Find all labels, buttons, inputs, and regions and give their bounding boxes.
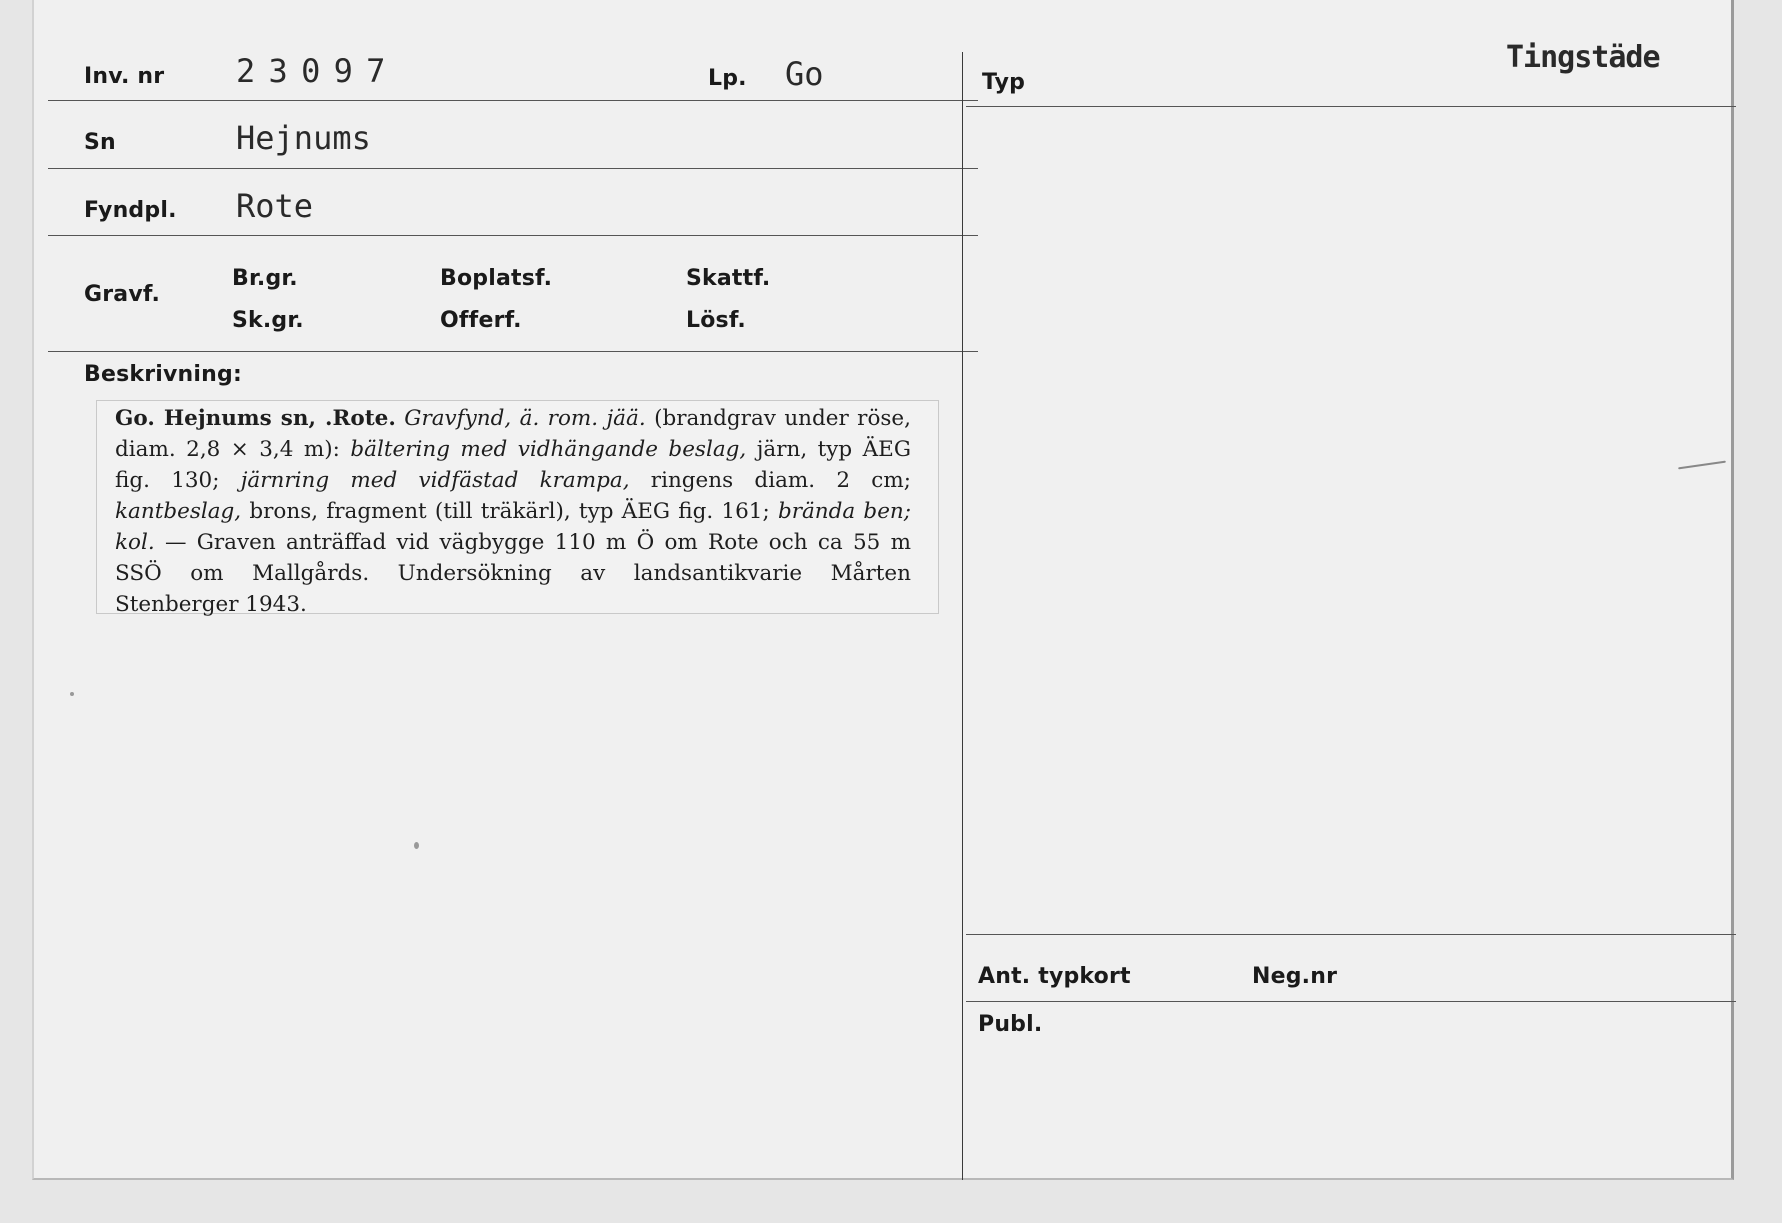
description-segment: ringens diam. 2 cm; (650, 468, 911, 493)
description-segment: brons, fragment (till träkärl), typ ÄEG fig. 161; (249, 499, 770, 524)
catalog-card (32, 0, 1734, 1180)
description-segment: (brandgrav under röse, diam. 2,8 × 3,4 m): (115, 406, 911, 462)
brgr-label: Br.gr. (232, 266, 298, 291)
fyndpl-label: Fyndpl. (84, 198, 177, 223)
offerf-label: Offerf. (440, 308, 522, 333)
rule-gravf (48, 351, 978, 352)
ant-typkort-label: Ant. typkort (978, 964, 1131, 989)
rule-inv (48, 100, 978, 101)
neg-nr-label: Neg.nr (1252, 964, 1338, 989)
description-place: Go. Hejnums sn, .Rote. (115, 406, 396, 431)
rule-typkort-bottom (966, 1001, 1736, 1002)
dust-speck (414, 842, 419, 849)
skgr-label: Sk.gr. (232, 308, 304, 333)
description-object: järnring med vidfästad krampa, (240, 468, 630, 493)
description-text (115, 403, 911, 620)
description-clipping (96, 400, 939, 617)
skattf-label: Skattf. (686, 266, 771, 291)
rule-typ (966, 106, 1736, 107)
description-find-type: Gravfynd, ä. rom. jää. (404, 406, 646, 431)
rule-typkort-top (966, 934, 1736, 935)
lp-label: Lp. (708, 66, 747, 91)
sn-label: Sn (84, 130, 116, 155)
beskrivning-label: Beskrivning: (84, 362, 242, 387)
dust-speck (70, 692, 74, 696)
column-divider (962, 52, 963, 1180)
sn-value: Hejnums (236, 119, 371, 157)
description-object: kantbeslag, (115, 499, 242, 524)
inv-value: 2 3 0 9 7 (236, 52, 383, 90)
publ-label: Publ. (978, 1012, 1043, 1037)
description-object: brända ben; kol. (115, 499, 912, 555)
typ-label: Typ (982, 70, 1026, 95)
description-object: bältering med vidhängande beslag, (350, 437, 747, 462)
description-segment: — Graven anträffad vid vägbygge 110 m Ö om Rote och ca 55 m SSÖ om Mallgårds. Undersökning av landsantikvarie Mårten Stenberger 1943. (115, 530, 911, 617)
gravf-label: Gravf. (84, 282, 161, 307)
losf-label: Lösf. (686, 308, 746, 333)
fyndpl-value: Rote (236, 187, 314, 225)
rule-fyndpl (48, 235, 978, 236)
description-segment: järn, typ ÄEG fig. 130; (115, 437, 912, 493)
lp-value: Go (785, 55, 824, 93)
typ-value: Tingstäde (1506, 40, 1660, 75)
inv-label: Inv. nr (84, 64, 165, 89)
boplatsf-label: Boplatsf. (440, 266, 553, 291)
dust-speck (1678, 461, 1726, 470)
rule-sn (48, 168, 978, 169)
